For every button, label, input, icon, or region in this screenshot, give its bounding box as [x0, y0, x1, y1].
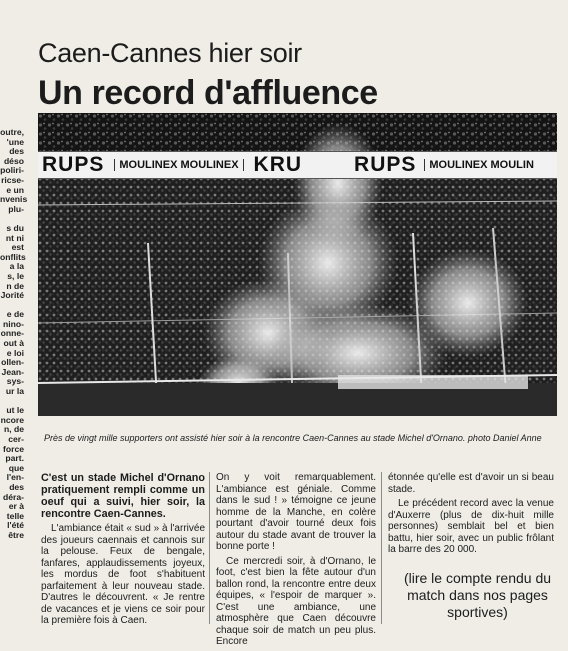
see-also-note: (lire le compte rendu du match dans nos pages sportives) [403, 570, 552, 620]
margin-fragment: ncore [0, 414, 24, 425]
margin-fragment: onflits [0, 251, 26, 262]
margin-fragment: cer- [8, 434, 24, 444]
margin-fragment: poliri- [0, 165, 24, 176]
margin-fragment: l'été [7, 520, 24, 531]
margin-fragment: ricse- [1, 174, 24, 185]
article-lead: C'est un stade Michel d'Ornano pratiquement rempli comme un oeuf qui a suivi, hier soir, la rencontre Caen-Cannes. [41, 472, 205, 520]
margin-fragment: est [11, 242, 24, 253]
margin-fragment: a la [9, 261, 24, 272]
margin-fragment: force [2, 443, 24, 454]
margin-fragment: n de [6, 280, 24, 291]
article-paragraph: Ce mercredi soir, à d'Ornano, le foot, c'est bien la fête autour d'un ballon rond, la rencontre entre deux équipes, « l'espoir de marquer ». C'est une ambiance, une atmosphère que Caen découvre chaque soir de match un peu plus. Encore [216, 555, 376, 647]
margin-fragment: Jean- [1, 366, 24, 377]
margin-fragment: Jorité [0, 290, 24, 301]
banner-segment: RUPS [42, 153, 105, 176]
adjacent-column-fragments [0, 127, 28, 541]
article-paragraph: étonnée qu'elle est d'avoir un si beau stade. [388, 472, 554, 495]
margin-fragment: déso [3, 155, 24, 166]
margin-fragment: nvenis [0, 194, 28, 205]
margin-fragment: er à [8, 501, 24, 512]
banner-segment: MOULINEX MOULINEX [114, 159, 243, 171]
banner-segment: KRU [253, 153, 303, 176]
margin-fragment: ollen- [1, 357, 24, 368]
advertising-banner [38, 151, 557, 179]
margin-fragment: out à [3, 338, 24, 349]
article-paragraph: Le précédent record avec la venue d'Auxerre (plus de dix-huit mille personnes) semblait bel et bien battu, hier soir, avec un public frôlant la barre des 20 000. [388, 498, 554, 555]
margin-fragment: ur la [5, 386, 24, 397]
margin-fragment: n, de [3, 424, 24, 435]
margin-fragment: sys- [6, 376, 24, 387]
margin-fragment: des [9, 146, 24, 157]
column-divider [209, 472, 210, 624]
margin-fragment: l'en- [6, 472, 24, 483]
article-paragraph: L'ambiance était « sud » à l'arrivée des joueurs caennais et cannois sur la pelouse. Feux de bengale, fanfares, applaudissements joyeux, les mordus de foot s'habituent parfaitement à leur nouveau stade. D'autres le découvrent. « Je rentre de vacances et je viens ce soir pour la première fois à Caen. [41, 523, 205, 626]
margin-fragment: e de [6, 309, 24, 320]
article-paragraph: On y voit remarquablement. L'ambiance est géniale. Comme dans le sud ! » témoigne ce jeune homme de la Manche, en colère pourtant d'avoir tourné deux fois autour du stade avant de trouver la bonne porte ! [216, 472, 376, 552]
margin-fragment: e un [6, 184, 24, 195]
photo-caption: Près de vingt mille supporters ont assisté hier soir à la rencontre Caen-Cannes au stade Michel d'Ornano. photo Daniel Anne [44, 433, 542, 443]
margin-fragment: telle [6, 510, 24, 521]
article-column-1 [41, 472, 205, 630]
margin-fragment: onne- [0, 328, 24, 339]
margin-fragment: plu- [8, 203, 24, 214]
banner-segment: RUPS [354, 153, 417, 176]
column-divider [381, 472, 382, 624]
margin-fragment: part. [5, 453, 24, 464]
margin-fragment: e loi [6, 347, 24, 358]
margin-fragment: ut le [6, 405, 24, 416]
margin-fragment: nino- [3, 318, 24, 329]
article-column-3 [388, 472, 554, 559]
banner-segment: MOULINEX MOULIN [424, 159, 534, 171]
margin-fragment: être [8, 529, 24, 540]
margin-fragment: s, le [7, 270, 24, 281]
margin-fragment: nt ni [5, 232, 24, 243]
margin-fragment: déra- [2, 491, 24, 502]
stadium-photo [38, 113, 557, 416]
article-column-2 [216, 472, 376, 651]
margin-fragment: outre, [0, 127, 24, 137]
margin-fragment: que [8, 462, 24, 473]
margin-fragment: s du [6, 222, 24, 233]
margin-fragment: 'une [6, 136, 24, 147]
margin-fragment: des [9, 481, 24, 492]
headline: Un record d'affluence [38, 74, 378, 112]
kicker-title: Caen-Cannes hier soir [38, 38, 302, 68]
